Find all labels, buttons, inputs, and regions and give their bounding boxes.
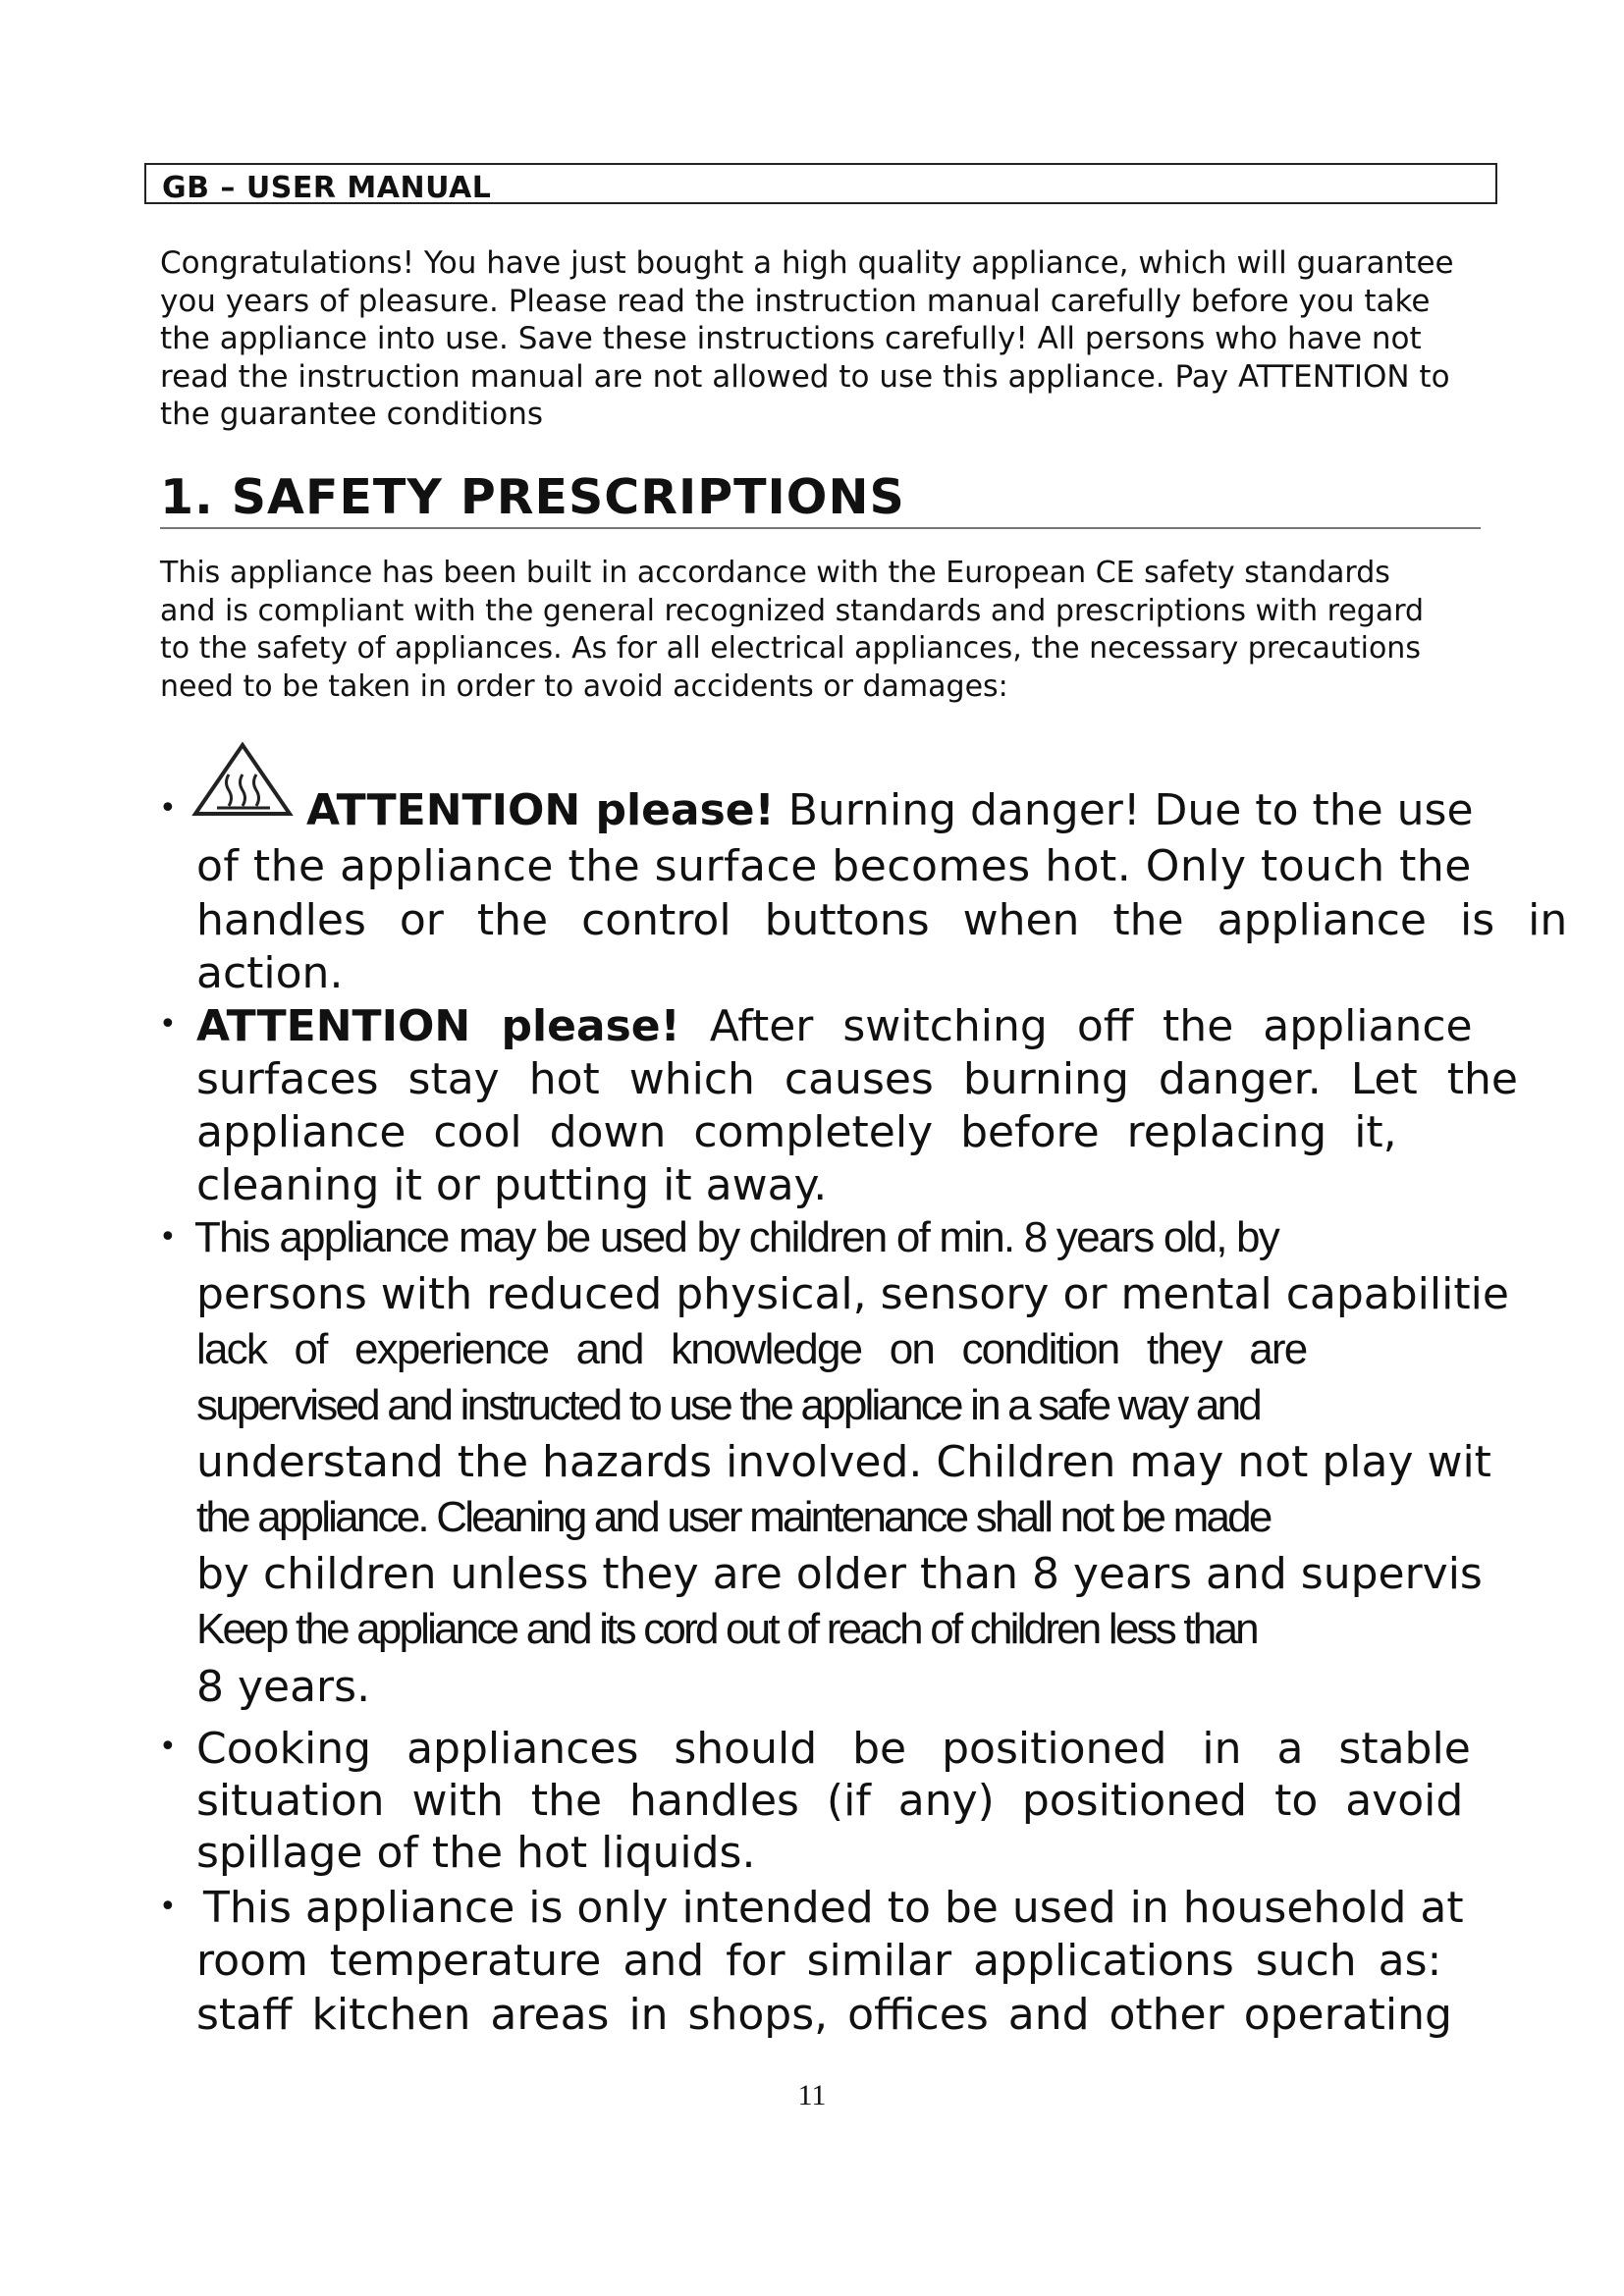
bullet-dot: • [159,1890,177,1924]
warning-line: by children unless they are older than 8 years and supervis [196,1549,1483,1599]
warning-line: appliance cool down completely before replacing it, [196,1107,1397,1157]
warning-line: Cooking appliances should be positioned in a stable [196,1724,1471,1774]
warning-line: This appliance may be used by children of min. 8 years old, by [194,1213,1278,1261]
warning-line: surfaces stay hot which causes burning danger. Let the [196,1054,1518,1104]
manual-header-box [144,163,1497,204]
warning-1-first-line [306,785,1474,835]
warning-text: Burning danger! Due to the use [774,785,1474,835]
warning-text: After switching off the appliance [679,1001,1473,1051]
intro-line: read the instruction manual are not allowed to use this appliance. Pay ATTENTION to [160,358,1450,395]
intro-line: you years of pleasure. Please read the instruction manual carefully before you take [160,283,1431,319]
warning-line: handles or the control buttons when the appliance is in [196,895,1568,945]
bullet-dot: • [159,1007,177,1041]
safety-intro-paragraph [160,555,1515,706]
body-line: to the safety of appliances. As for all electrical appliances, the necessary precautions [160,631,1421,666]
manual-header-title: GB – USER MANUAL [162,171,492,205]
bullet-dot: • [159,1220,177,1255]
warning-line: of the appliance the surface becomes hot. Only touch the [196,841,1472,891]
intro-line: the appliance into use. Save these instructions carefully! All persons who have not [160,321,1422,356]
warning-line: the appliance. Cleaning and user maintenance shall not be made [196,1493,1271,1541]
warning-line: understand the hazards involved. Children may not play wit [196,1437,1491,1487]
warning-line: spillage of the hot liquids. [196,1828,756,1878]
attention-label: ATTENTION please! [196,1001,680,1051]
hot-surface-warning-icon [191,741,295,818]
section-divider [160,527,1481,529]
section-title: 1. SAFETY PRESCRIPTIONS [160,469,905,525]
warning-line: supervised and instructed to use the appliance in a safe way and [196,1381,1260,1429]
warning-line: staff kitchen areas in shops, offices and other operating [196,1990,1452,2040]
warning-line: situation with the handles (if any) positioned to avoid [196,1776,1464,1826]
intro-line: the guarantee conditions [160,397,544,432]
bullet-dot: • [159,791,177,826]
warning-2-first-line [196,1001,1473,1051]
bullet-dot: • [159,1730,177,1764]
warning-line: This appliance is only intended to be used in household at [203,1883,1464,1933]
warning-line: action. [196,948,344,998]
body-line: This appliance has been built in accordance with the European CE safety standards [160,556,1390,590]
warning-line: 8 years. [196,1662,371,1712]
body-line: and is compliant with the general recognized standards and prescriptions with regard [160,593,1425,628]
warning-line: Keep the appliance and its cord out of reach of children less than [196,1605,1257,1653]
intro-paragraph [160,244,1515,434]
intro-line: Congratulations! You have just bought a high quality appliance, which will guarantee [160,245,1454,281]
body-line: need to be taken in order to avoid accidents or damages: [160,668,1008,704]
warning-line: cleaning it or putting it away. [196,1160,828,1210]
attention-label: ATTENTION please! [306,785,775,835]
page-number: 11 [797,2079,827,2111]
warning-line: lack of experience and knowledge on condition they are [196,1325,1307,1373]
warning-line: room temperature and for similar applications such as: [196,1936,1442,1986]
warning-line: persons with reduced physical, sensory or mental capabilitie [196,1269,1509,1319]
